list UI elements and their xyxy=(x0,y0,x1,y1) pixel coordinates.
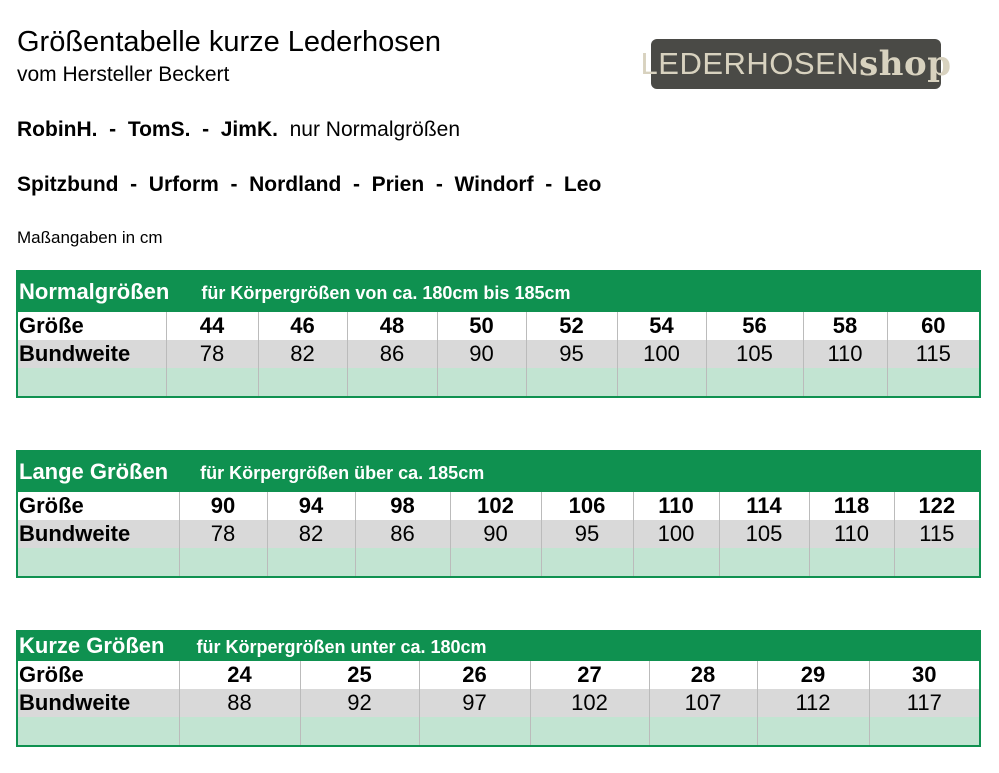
empty-cell xyxy=(179,717,300,746)
size-cell: 60 xyxy=(887,312,980,340)
waist-cell: 92 xyxy=(300,689,419,717)
empty-cell xyxy=(617,368,706,397)
size-cell: 48 xyxy=(347,312,437,340)
table-header xyxy=(17,451,980,492)
waist-cell: 88 xyxy=(179,689,300,717)
empty-cell xyxy=(887,368,980,397)
size-cell: 26 xyxy=(419,661,530,689)
table-subtitle: für Körpergrößen unter ca. 180cm xyxy=(196,637,487,657)
size-cell: 44 xyxy=(166,312,258,340)
size-label: Größe xyxy=(17,492,179,520)
size-cell: 56 xyxy=(706,312,803,340)
waist-cell: 86 xyxy=(347,340,437,368)
size-cell: 27 xyxy=(530,661,649,689)
empty-row xyxy=(17,548,980,577)
unit-note: Maßangaben in cm xyxy=(17,228,163,247)
empty-cell xyxy=(706,368,803,397)
models-normal-only: RobinH. - TomS. - JimK. xyxy=(17,118,278,141)
empty-cell xyxy=(437,368,526,397)
waist-cell: 110 xyxy=(809,520,894,548)
waist-cell: 100 xyxy=(617,340,706,368)
table-long-sizes xyxy=(16,450,981,578)
empty-cell xyxy=(166,368,258,397)
size-row xyxy=(17,312,980,340)
table-header xyxy=(17,631,980,661)
waist-row xyxy=(17,520,980,548)
empty-cell xyxy=(541,548,633,577)
models-line-1 xyxy=(17,118,460,142)
waist-cell: 82 xyxy=(267,520,355,548)
table-subtitle: für Körpergrößen von ca. 180cm bis 185cm xyxy=(201,282,571,303)
size-cell: 58 xyxy=(803,312,887,340)
table-header xyxy=(17,271,980,312)
waist-cell: 82 xyxy=(258,340,347,368)
waist-cell: 97 xyxy=(419,689,530,717)
empty-cell xyxy=(17,368,166,397)
page-subtitle: vom Hersteller Beckert xyxy=(17,63,230,86)
waist-cell: 78 xyxy=(179,520,267,548)
waist-cell: 107 xyxy=(649,689,757,717)
table-title: Kurze Größen xyxy=(19,633,165,658)
empty-cell xyxy=(526,368,617,397)
waist-cell: 95 xyxy=(526,340,617,368)
size-label: Größe xyxy=(17,312,166,340)
waist-row xyxy=(17,340,980,368)
size-cell: 118 xyxy=(809,492,894,520)
empty-cell xyxy=(869,717,980,746)
table-normal-sizes xyxy=(16,270,981,398)
page-title: Größentabelle kurze Lederhosen xyxy=(17,26,441,58)
empty-cell xyxy=(347,368,437,397)
size-cell: 102 xyxy=(450,492,541,520)
waist-cell: 115 xyxy=(887,340,980,368)
waist-cell: 86 xyxy=(355,520,450,548)
size-cell: 114 xyxy=(719,492,809,520)
table-title: Normalgrößen xyxy=(19,278,170,304)
models-note: nur Normalgrößen xyxy=(289,118,461,141)
size-cell: 24 xyxy=(179,661,300,689)
empty-cell xyxy=(17,717,179,746)
waist-cell: 105 xyxy=(719,520,809,548)
empty-cell xyxy=(450,548,541,577)
size-cell: 46 xyxy=(258,312,347,340)
size-cell: 52 xyxy=(526,312,617,340)
empty-row xyxy=(17,717,980,746)
size-label: Größe xyxy=(17,661,179,689)
empty-cell xyxy=(809,548,894,577)
empty-row xyxy=(17,368,980,397)
waist-row xyxy=(17,689,980,717)
waist-cell: 112 xyxy=(757,689,869,717)
table-short-sizes xyxy=(16,630,981,747)
empty-cell xyxy=(757,717,869,746)
empty-cell xyxy=(894,548,980,577)
waist-cell: 90 xyxy=(450,520,541,548)
waist-label: Bundweite xyxy=(17,340,166,368)
size-cell: 29 xyxy=(757,661,869,689)
waist-cell: 105 xyxy=(706,340,803,368)
size-cell: 122 xyxy=(894,492,980,520)
empty-cell xyxy=(17,548,179,577)
size-cell: 50 xyxy=(437,312,526,340)
waist-label: Bundweite xyxy=(17,689,179,717)
empty-cell xyxy=(649,717,757,746)
models-line-2: Spitzbund - Urform - Nordland - Prien - Windorf - Leo xyxy=(17,173,602,196)
waist-cell: 95 xyxy=(541,520,633,548)
size-cell: 30 xyxy=(869,661,980,689)
waist-cell: 78 xyxy=(166,340,258,368)
size-cell: 94 xyxy=(267,492,355,520)
size-cell: 110 xyxy=(633,492,719,520)
table-subtitle: für Körpergrößen über ca. 185cm xyxy=(200,462,485,483)
shop-logo: LEDERHOSEN shop xyxy=(651,39,941,89)
table-title: Lange Größen xyxy=(19,458,169,484)
empty-cell xyxy=(419,717,530,746)
size-cell: 90 xyxy=(179,492,267,520)
empty-cell xyxy=(803,368,887,397)
waist-cell: 102 xyxy=(530,689,649,717)
waist-cell: 115 xyxy=(894,520,980,548)
size-cell: 106 xyxy=(541,492,633,520)
empty-cell xyxy=(179,548,267,577)
size-cell: 28 xyxy=(649,661,757,689)
empty-cell xyxy=(633,548,719,577)
waist-label: Bundweite xyxy=(17,520,179,548)
empty-cell xyxy=(267,548,355,577)
empty-cell xyxy=(258,368,347,397)
size-cell: 54 xyxy=(617,312,706,340)
waist-cell: 117 xyxy=(869,689,980,717)
empty-cell xyxy=(530,717,649,746)
waist-cell: 100 xyxy=(633,520,719,548)
empty-cell xyxy=(300,717,419,746)
size-cell: 98 xyxy=(355,492,450,520)
empty-cell xyxy=(355,548,450,577)
size-row xyxy=(17,492,980,520)
empty-cell xyxy=(719,548,809,577)
size-cell: 25 xyxy=(300,661,419,689)
size-row xyxy=(17,661,980,689)
waist-cell: 90 xyxy=(437,340,526,368)
waist-cell: 110 xyxy=(803,340,887,368)
